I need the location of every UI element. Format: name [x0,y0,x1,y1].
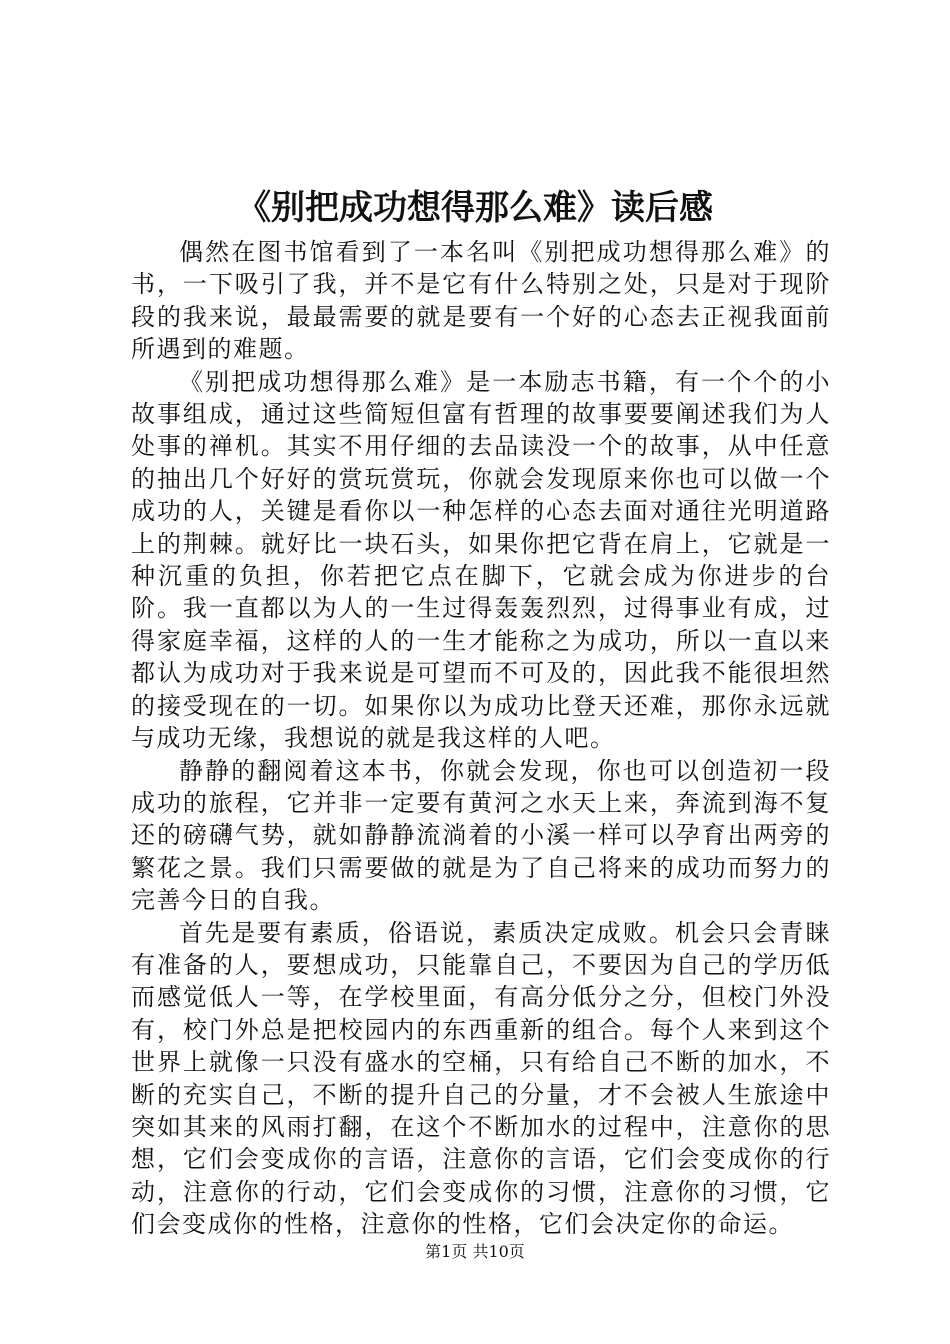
paragraph-2: 《别把成功想得那么难》是一本励志书籍，有一个个的小故事组成，通过这些简短但富有哲理的故事要要阐述我们为人处事的禅机。其实不用仔细的去品读没一个的故事，从中任意的抽出几个好好的赏玩赏玩，你就会发现原来你也可以做一个成功的人，关键是看你以一种怎样的心态去面对通往光明道路上的荆棘。就好比一块石头，如果你把它背在肩上，它就是一种沉重的负担，你若把它点在脚下，它就会成为你进步的台阶。我一直都以为人的一生过得轰轰烈烈，过得事业有成，过得家庭幸福，这样的人的一生才能称之为成功，所以一直以来都认为成功对于我来说是可望而不可及的，因此我不能很坦然的接受现在的一切。如果你以为成功比登天还难，那你永远就与成功无缘，我想说的就是我这样的人吧。 [131,367,831,753]
document-body [131,236,831,1241]
paragraph-3: 静静的翻阅着这本书，你就会发现，你也可以创造初一段成功的旅程，它并非一定要有黄河之水天上来，奔流到海不复还的磅礴气势，就如静静流淌着的小溪一样可以孕育出两旁的繁花之景。我们只需要做的就是为了自己将来的成功而努力的完善今日的自我。 [131,756,831,915]
page-number-footer: 第1页 共10页 [425,1242,525,1261]
document-title: 《别把成功想得那么难》读后感 [237,188,713,228]
paragraph-1: 偶然在图书馆看到了一本名叫《别把成功想得那么难》的书，一下吸引了我，并不是它有什么特别之处，只是对于现阶段的我来说，最最需要的就是要有一个好的心态去正视我面前所遇到的难题。 [131,238,831,364]
paragraph-4: 首先是要有素质，俗语说，素质决定成败。机会只会青睐有准备的人，要想成功，只能靠自己，不要因为自己的学历低而感觉低人一等，在学校里面，有高分低分之分，但校门外没有，校门外总是把校园内的东西重新的组合。每个人来到这个世界上就像一只没有盛水的空桶，只有给自己不断的加水，不断的充实自己，不断的提升自己的分量，才不会被人生旅途中突如其来的风雨打翻，在这个不断加水的过程中，注意你的思想，它们会变成你的言语，注意你的言语，它们会变成你的行动，注意你的行动，它们会变成你的习惯，注意你的习惯，它们会变成你的性格，注意你的性格，它们会决定你的命运。 [131,918,831,1239]
